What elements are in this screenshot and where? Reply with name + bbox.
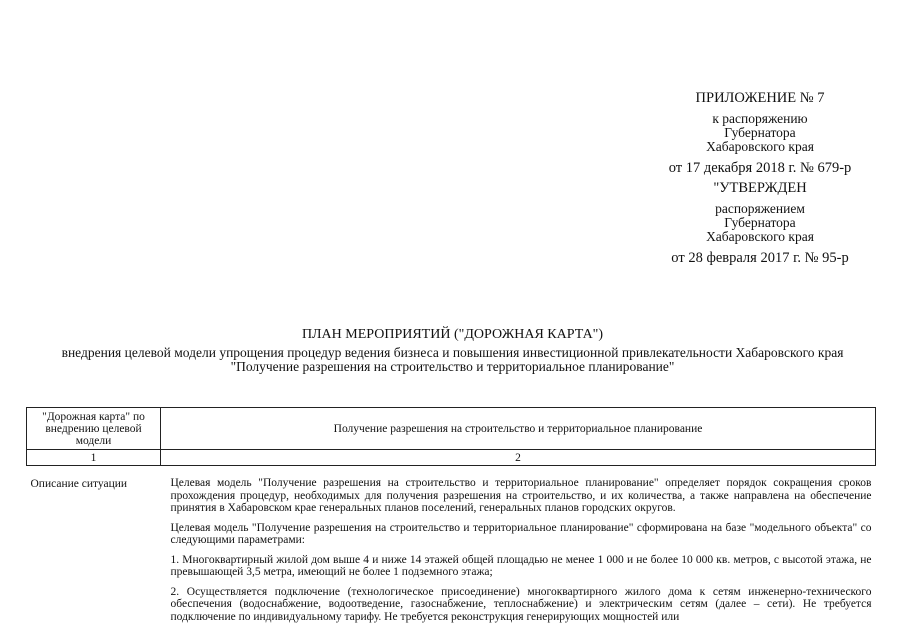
document-subtitle: внедрения целевой модели упрощения процедур ведения бизнеса и повышения инвестиционной привлекательности Хабаровского края "Получение разрешения на строительство и территориальное планирование"	[61, 345, 844, 374]
appendix-date: от 17 декабря 2018 г. № 679-р	[668, 160, 852, 176]
row-label: Описание ситуации	[30, 478, 128, 490]
number-cell-col2: 2	[161, 450, 876, 466]
appendix-line1: к распоряжению	[712, 111, 808, 126]
paragraph-4: 2. Осуществляется подключение (технологическое присоединение) многоквартирного жилого дома к сетям инженерно-технического обеспечения (водоснабжение, водоотведение, газоснабжение, теплоснабжение) и электрическим сетям (далее – сети). Не требуется подключение по индивидуальному тарифу. Не требуется реконструкция генерирующих мощностей или	[170, 585, 872, 623]
header-cell-col1: "Дорожная карта" по внедрению целевой модели	[27, 408, 161, 450]
document-title: ПЛАН МЕРОПРИЯТИЙ ("ДОРОЖНАЯ КАРТА")	[301, 327, 604, 342]
paragraph-3: 1. Многоквартирный жилой дом выше 4 и ниже 14 этажей общей площадью не менее 1 000 и не более 10 000 кв. метров, с высотой этажа, не превышающей 3,5 метра, имеющий не более 1 подземного этажа;	[170, 553, 872, 578]
appendix-title: ПРИЛОЖЕНИЕ № 7	[695, 90, 825, 106]
paragraph-2: Целевая модель "Получение разрешения на строительство и территориальное планирование" сформирована на базе "модельного объекта" со следующими параметрами:	[170, 521, 872, 546]
approved-line3: Хабаровского края	[706, 229, 814, 244]
paragraph-1: Целевая модель "Получение разрешения на строительство и территориальное планирование" определяет порядок сокращения сроков прохождения процедур, необходимых для получения разрешения на строительство, и их количества, а также направлена на обеспечение принятия в Хабаровском крае генеральных планов поселений, генеральных планов городских округов.	[170, 477, 872, 514]
approved-block	[640, 181, 880, 265]
description-cell	[161, 466, 876, 631]
appendix-line3: Хабаровского края	[706, 139, 814, 154]
approved-date: от 28 февраля 2017 г. № 95-р	[671, 250, 849, 266]
approved-title: "УТВЕРЖДЕН	[713, 180, 807, 196]
roadmap-table	[26, 407, 876, 630]
header-cell-col2: Получение разрешения на строительство и территориальное планирование	[161, 408, 876, 450]
approved-line2: Губернатора	[724, 215, 796, 230]
appendix-block	[640, 91, 880, 175]
appendix-line2: Губернатора	[724, 125, 796, 140]
approved-line1: распоряжением	[715, 201, 805, 216]
number-cell-col1: 1	[27, 450, 161, 466]
